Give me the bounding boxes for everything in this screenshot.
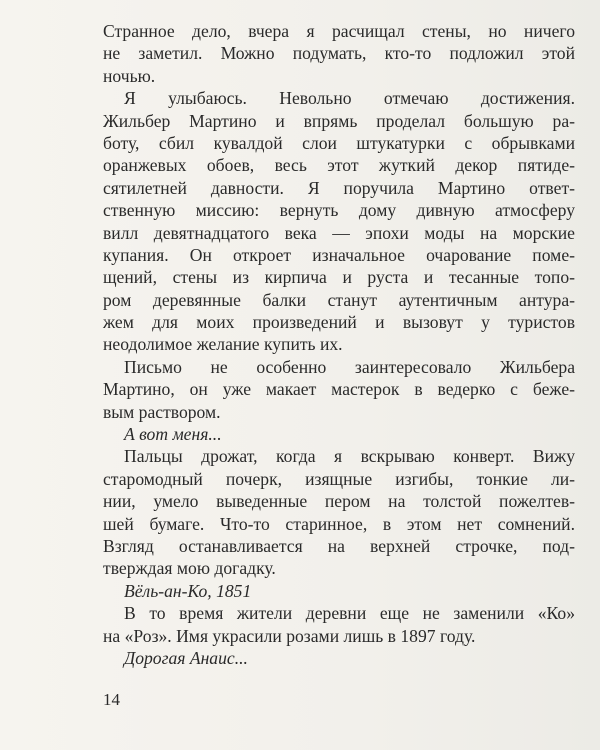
text-line: А вот меня... (124, 424, 222, 445)
text-line: тверждая мою догадку. (103, 558, 276, 579)
text-line: Вёль-ан-Ко, 1851 (124, 580, 252, 601)
text-line: щений, стены из кирпича и руста и тесанные топо- (103, 267, 575, 288)
text-line: Странное дело, вчера я расчищал стены, но ничего (103, 21, 575, 41)
text-line: Мартино, он уже макает мастерок в ведерко с беже- (103, 379, 575, 400)
page-number: 14 (103, 690, 120, 709)
text-line: оранжевых обоев, весь этот жуткий декор пятиде- (103, 155, 575, 176)
page-text (103, 20, 575, 669)
text-line: вым раствором. (103, 401, 221, 422)
text-line: Жильбер Мартино и впрямь проделал большую ра- (103, 110, 575, 131)
text-line: Письмо не особенно заинтересовало Жильбера (124, 356, 575, 377)
text-line: купания. Он откроет изначальное очарование поме- (103, 244, 575, 265)
text-line: Я улыбаюсь. Невольно отмечаю достижения. (124, 88, 575, 109)
text-line: ственную миссию: вернуть дому дивную атмосферу (103, 200, 575, 221)
text-line: сятилетней давности. Я поручила Мартино ответ- (103, 177, 575, 198)
text-line: Пальцы дрожат, когда я вскрываю конверт. Вижу (124, 446, 575, 467)
text-line: неодолимое желание купить их. (103, 334, 343, 355)
text-line: нии, умело выведенные пером на толстой пожелтев- (103, 491, 575, 512)
text-line: ром деревянные балки станут аутентичным антура- (103, 289, 575, 310)
text-line: В то время жители деревни еще не заменили «Ко» (124, 603, 575, 624)
text-line: не заметил. Можно подумать, кто-то подложил этой (103, 43, 575, 64)
text-line: боту, сбил кувалдой слои штукатурки с обрывками (103, 132, 575, 153)
text-line: старомодный почерк, изящные изгибы, тонкие ли- (103, 468, 575, 489)
text-line: на «Роз». Имя украсили розами лишь в 1897 году. (103, 625, 476, 646)
text-line: шей бумаге. Что-то старинное, в этом нет сомнений. (103, 513, 575, 534)
text-line: Взгляд останавливается на верхней строчке, под- (103, 535, 575, 556)
text-line: жем для моих произведений и вызовут у туристов (103, 312, 575, 333)
text-line: ночью. (103, 65, 156, 86)
text-line: Дорогая Анаис... (124, 647, 248, 668)
text-line: вилл девятнадцатого века — эпохи моды на морские (103, 222, 575, 243)
